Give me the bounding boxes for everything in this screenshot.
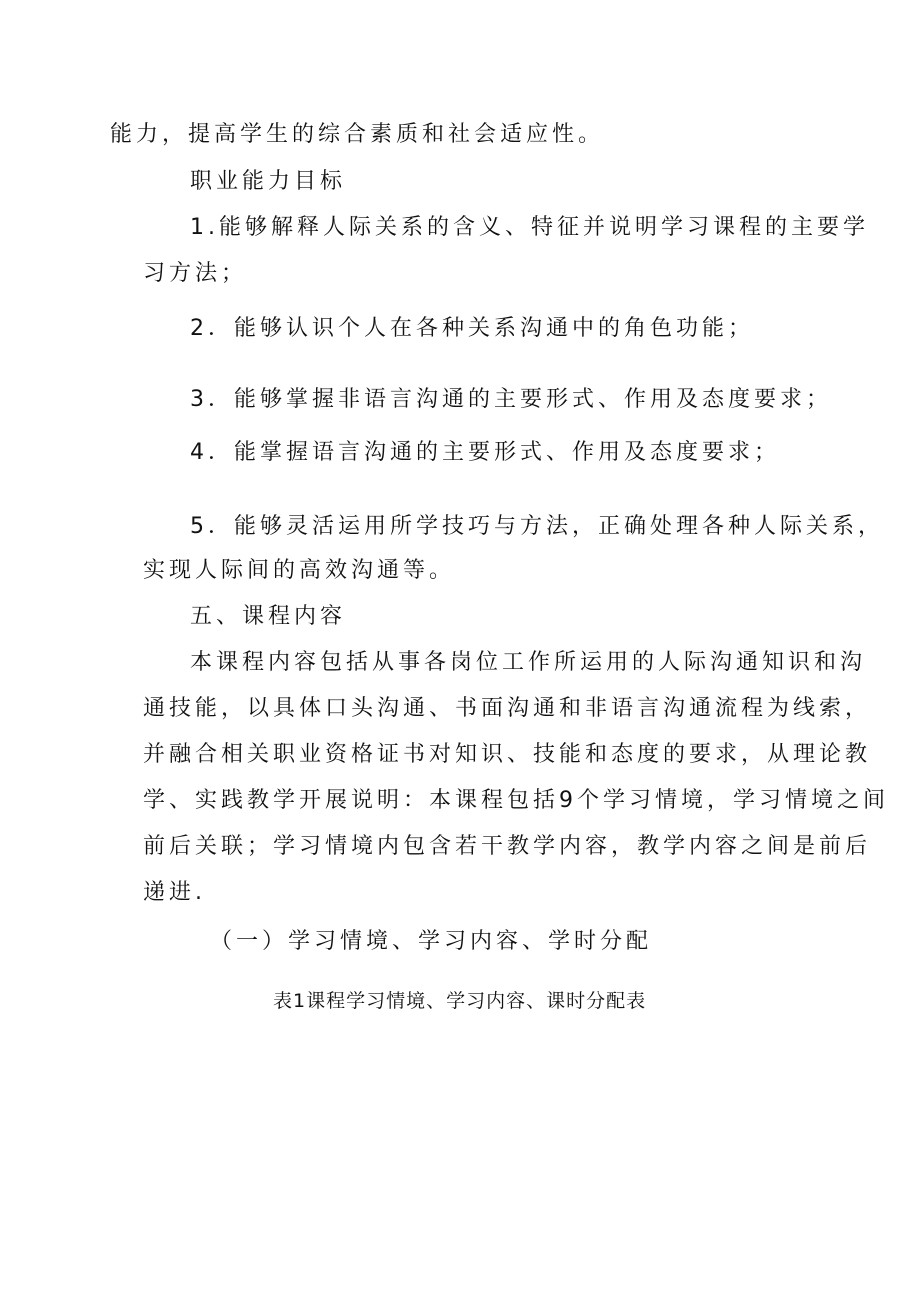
section-5-paragraph-line-1: 本课程内容包括从事各岗位工作所运用的人际沟通知识和沟 xyxy=(190,650,867,675)
goal-1-line-1: 1.能够解释人际关系的含义、特征并说明学习课程的主要学 xyxy=(190,215,869,240)
section-5-paragraph-line-6: 递进. xyxy=(143,880,206,905)
goal-5-line-2: 实现人际间的高效沟通等。 xyxy=(143,558,456,583)
section-5-paragraph-line-2: 通技能，以具体口头沟通、书面沟通和非语言沟通流程为线索， xyxy=(143,696,872,721)
section-5-heading: 五、课程内容 xyxy=(190,604,347,629)
goal-1-line-2: 习方法； xyxy=(143,261,248,286)
goal-4-text: 4．能掌握语言沟通的主要形式、作用及态度要求； xyxy=(190,440,780,465)
goal-5-line-1: 5．能够灵活运用所学技巧与方法，正确处理各种人际关系， xyxy=(190,514,884,539)
section-5-paragraph-line-3: 并融合相关职业资格证书对知识、技能和态度的要求，从理论教 xyxy=(143,742,872,767)
vocational-goals-heading: 职业能力目标 xyxy=(190,169,347,194)
intro-tail-text: 能力，提高学生的综合素质和社会适应性。 xyxy=(110,122,605,147)
subsection-heading: （一）学习情境、学习内容、学时分配 xyxy=(210,929,653,954)
goal-3-text: 3．能够掌握非语言沟通的主要形式、作用及态度要求； xyxy=(190,387,832,412)
goal-2-text: 2．能够认识个人在各种关系沟通中的角色功能； xyxy=(190,316,754,341)
section-5-paragraph-line-4: 学、实践教学开展说明：本课程包括9个学习情境，学习情境之间 xyxy=(143,788,889,813)
table-caption: 表1课程学习情境、学习内容、课时分配表 xyxy=(273,990,647,1012)
section-5-paragraph-line-5: 前后关联；学习情境内包含若干教学内容，教学内容之间是前后 xyxy=(143,834,872,859)
